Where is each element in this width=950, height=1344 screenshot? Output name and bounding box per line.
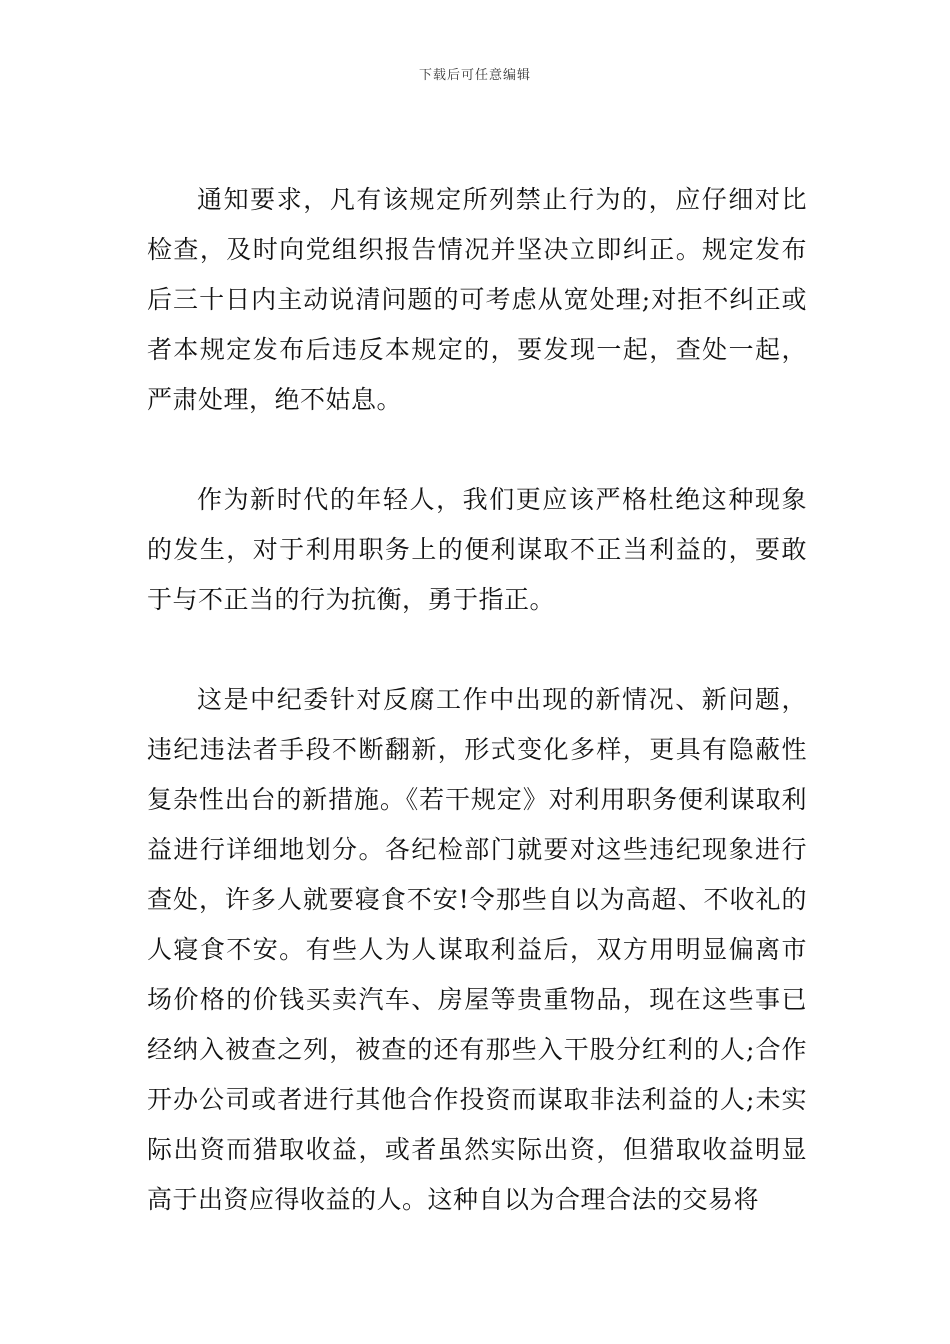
document-body xyxy=(147,175,807,1275)
paragraph-1: 通知要求，凡有该规定所列禁止行为的，应仔细对比检查，及时向党组织报告情况并坚决立即纠正。规定发布后三十日内主动说清问题的可考虑从宽处理;对拒不纠正或者本规定发布后违反本规定的，要发现一起，查处一起，严肃处理，绝不姑息。 xyxy=(147,185,807,414)
paragraph-3: 这是中纪委针对反腐工作中出现的新情况、新问题，违纪违法者手段不断翻新，形式变化多样，更具有隐蔽性复杂性出台的新措施。《若干规定》对利用职务便利谋取利益进行详细地划分。各纪检部门就要对这些违纪现象进行查处，许多人就要寝食不安!令那些自以为高超、不收礼的人寝食不安。有些人为人谋取利益后，双方用明显偏离市场价格的价钱买卖汽车、房屋等贵重物品，现在这些事已经纳入被查之列，被查的还有那些入干股分红利的人;合作开办公司或者进行其他合作投资而谋取非法利益的人;未实际出资而猎取收益，或者虽然实际出资，但猎取收益明显高于出资应得收益的人。这种自以为合理合法的交易将 xyxy=(147,685,807,1214)
paragraph-2: 作为新时代的年轻人，我们更应该严格杜绝这种现象的发生，对于利用职务上的便利谋取不正当利益的，要敢于与不正当的行为抗衡，勇于指正。 xyxy=(147,485,807,614)
page-header: 下载后可任意编辑 xyxy=(418,68,531,83)
